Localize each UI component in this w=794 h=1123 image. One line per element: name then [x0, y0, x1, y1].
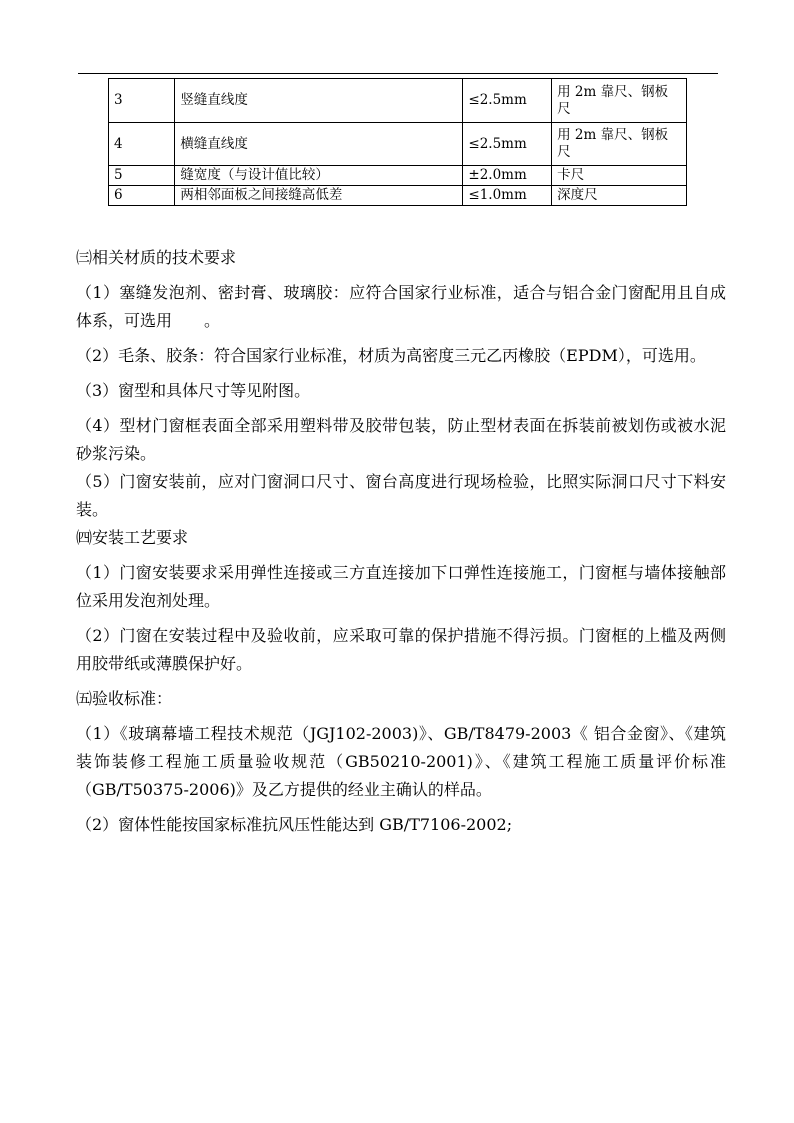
paragraph: （1）门窗安装要求采用弹性连接或三方直连接加下口弹性连接施工，门窗框与墙体接触部位采用发泡剂处理。: [76, 563, 726, 610]
paragraph: （2）窗体性能按国家标准抗风压性能达到 GB/T7106-2002;: [76, 815, 513, 834]
row-number: 5: [109, 166, 175, 186]
paragraph: （1）《玻璃幕墙工程技术规范（JGJ102-2003)》、GB/T8479-2003《 铝合金窗》、《建筑装饰装修工程施工质量验收规范（GB50210-2001)》、《建筑工程施工质量评价标准（GB/T50375-2006)》及乙方提供的经业主确认的样品。: [76, 724, 726, 799]
row-item: 横缝直线度: [175, 123, 463, 166]
table-row: [109, 123, 687, 166]
section-heading-materials: ㈢相关材质的技术要求: [76, 248, 237, 267]
row-tool: 卡尺: [552, 166, 687, 186]
row-tolerance: ≤2.5mm: [463, 79, 552, 123]
table-row: [109, 79, 687, 123]
row-tolerance: ≤2.5mm: [463, 123, 552, 166]
row-item: 竖缝直线度: [175, 79, 463, 123]
paragraph: （5）门窗安装前，应对门窗洞口尺寸、窗台高度进行现场检验，比照实际洞口尺寸下料安装。: [76, 472, 726, 519]
paragraph: （2）门窗在安装过程中及验收前，应采取可靠的保护措施不得污损。门窗框的上槛及两侧用胶带纸或薄膜保护好。: [76, 626, 726, 673]
row-tool: 用 2m 靠尺、钢板尺: [552, 79, 687, 123]
row-tolerance: ≤1.0mm: [463, 186, 552, 206]
section-heading-acceptance: ㈤验收标准：: [76, 689, 173, 708]
row-item: 缝宽度（与设计值比较）: [175, 166, 463, 186]
row-number: 3: [109, 79, 175, 123]
tolerance-table: [108, 78, 687, 206]
paragraph: （1）塞缝发泡剂、密封膏、玻璃胶：应符合国家行业标准，适合与铝合金门窗配用且自成体系，可选用 。: [76, 283, 726, 330]
table-row: [109, 166, 687, 186]
paragraph: （2）毛条、胶条：符合国家行业标准，材质为高密度三元乙丙橡胶（EPDM），可选用。: [76, 346, 706, 365]
row-tolerance: ±2.0mm: [463, 166, 552, 186]
paragraph: （3）窗型和具体尺寸等见附图。: [76, 381, 311, 400]
row-tool: 深度尺: [552, 186, 687, 206]
row-number: 4: [109, 123, 175, 166]
header-rule: [78, 73, 718, 74]
document-body: [76, 244, 726, 839]
row-tool: 用 2m 靠尺、钢板尺: [552, 123, 687, 166]
row-item: 两相邻面板之间接缝高低差: [175, 186, 463, 206]
row-number: 6: [109, 186, 175, 206]
table-row: [109, 186, 687, 206]
section-heading-install: ㈣安装工艺要求: [76, 528, 189, 547]
paragraph: （4）型材门窗框表面全部采用塑料带及胶带包装，防止型材表面在拆装前被划伤或被水泥砂浆污染。: [76, 416, 726, 463]
